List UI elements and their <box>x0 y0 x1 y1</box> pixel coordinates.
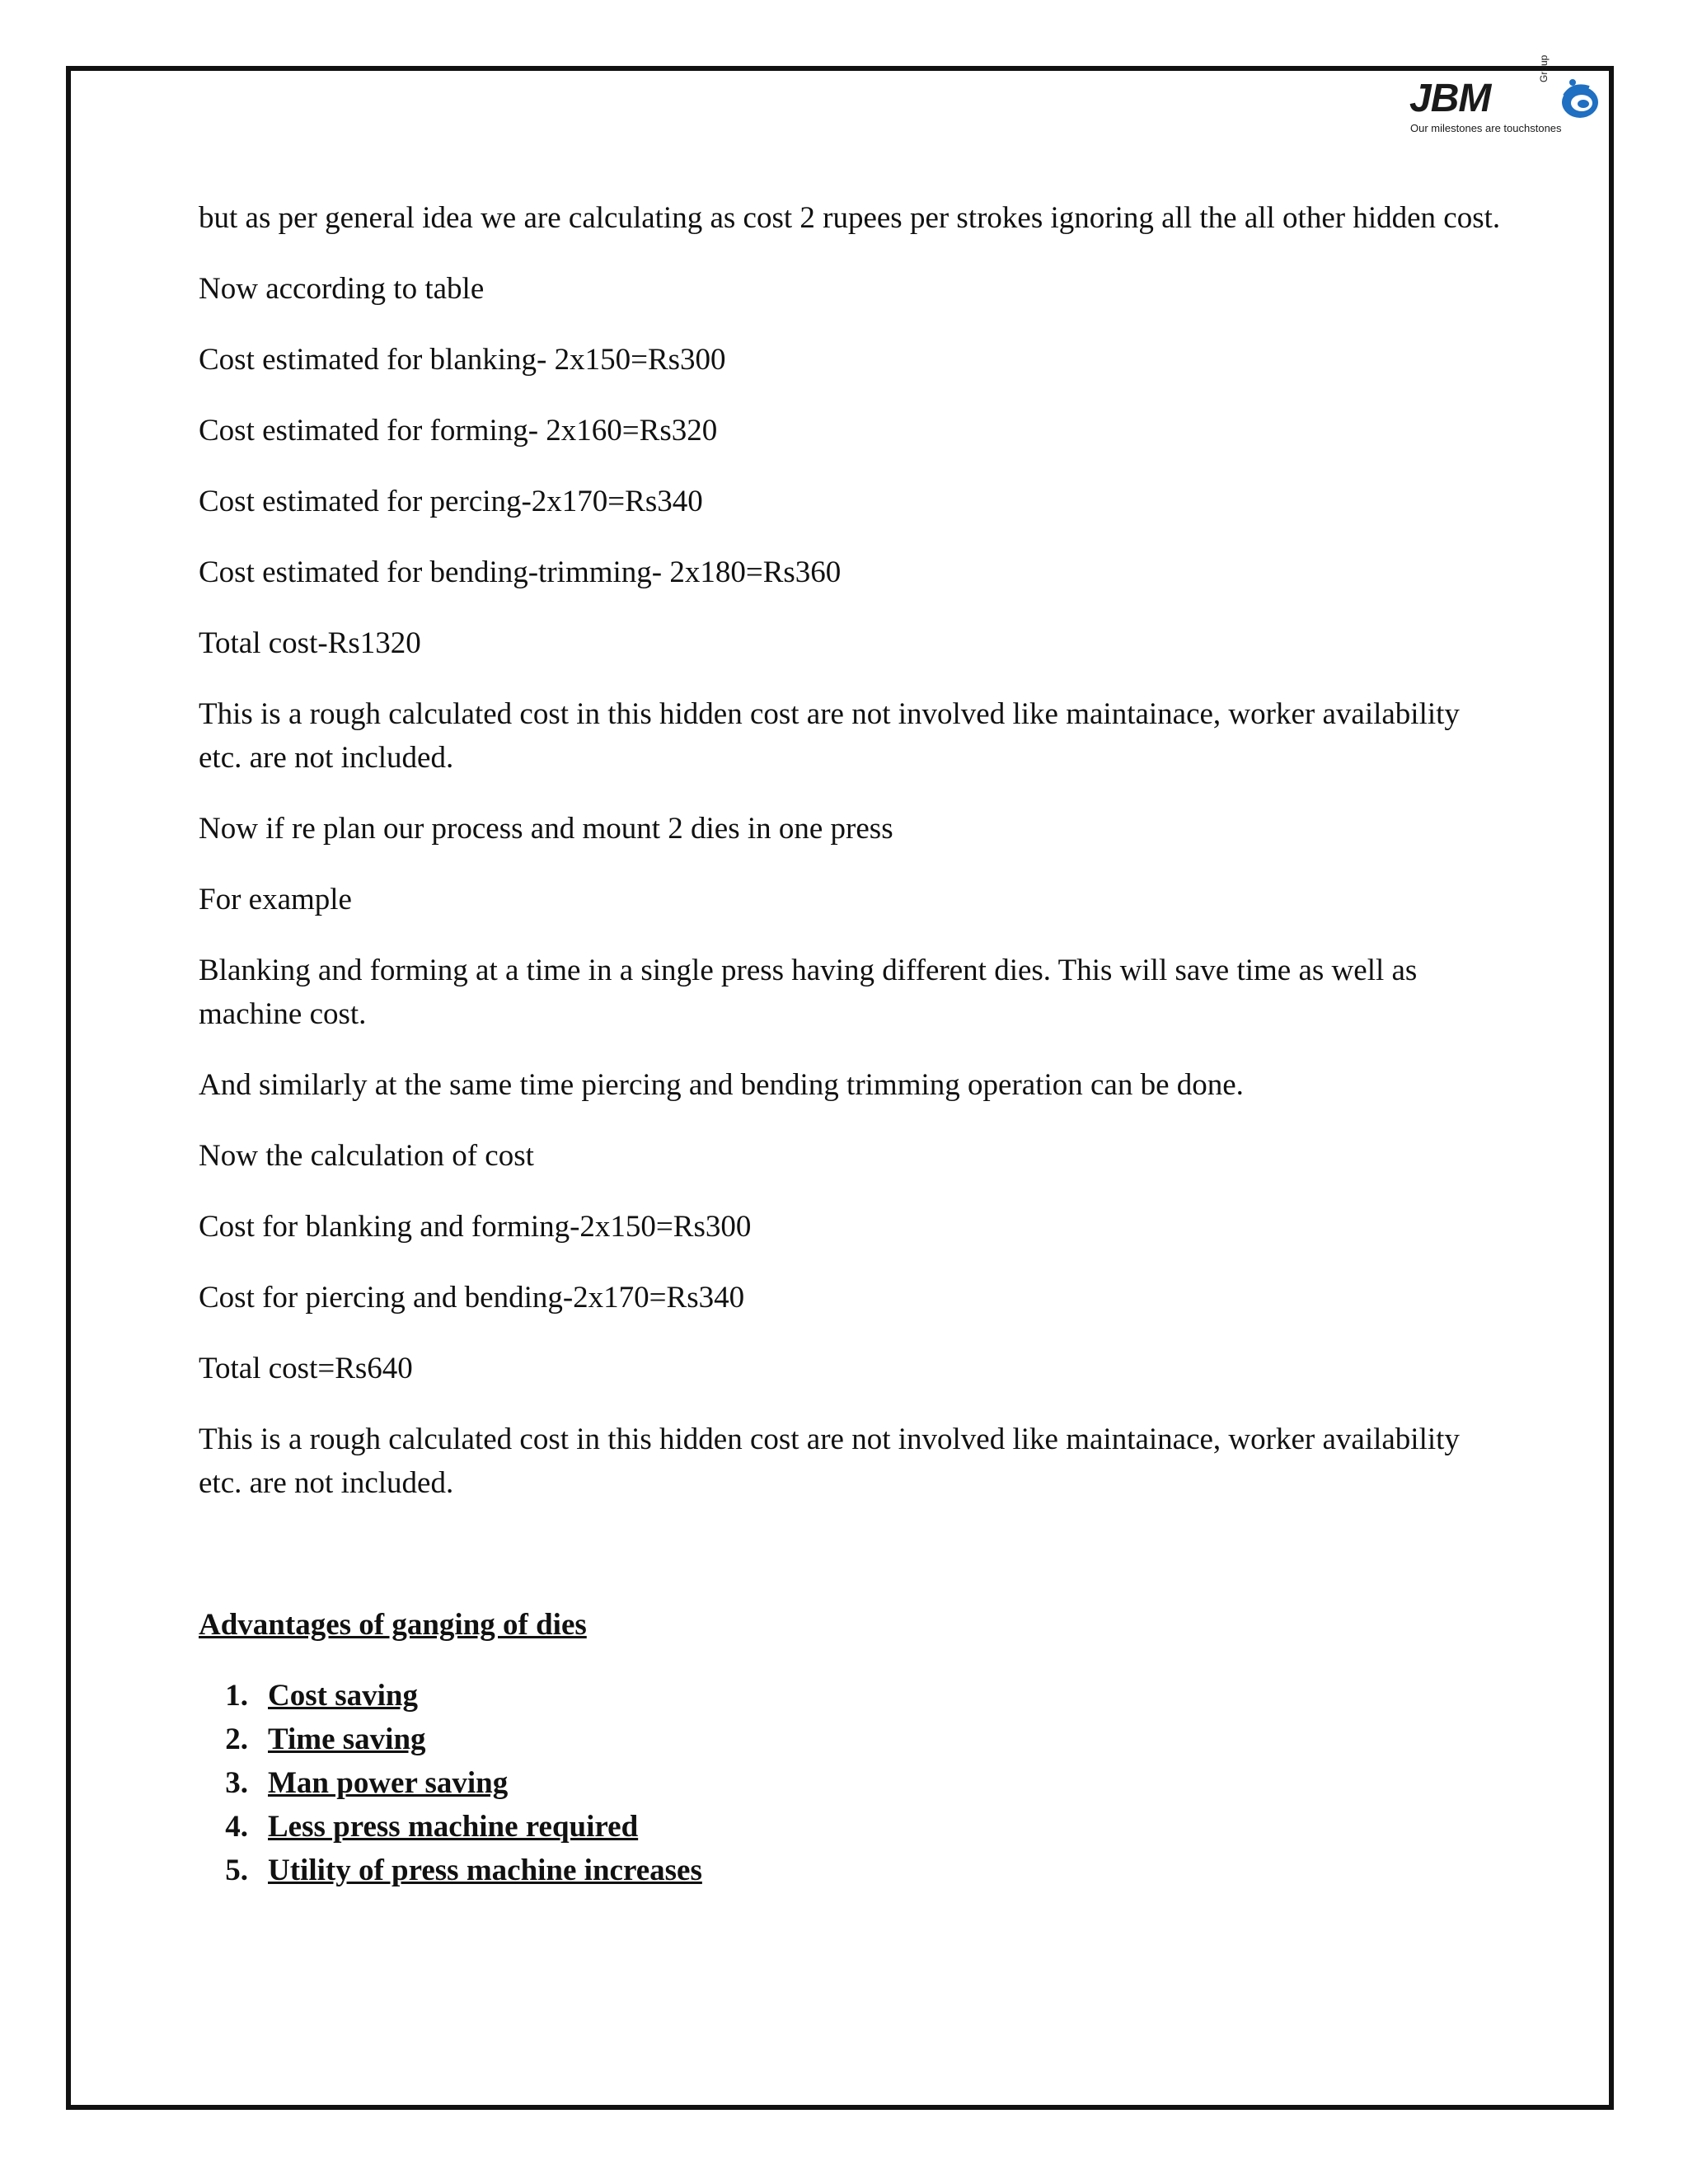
advantages-list <box>199 1674 1501 1892</box>
advantages-heading: Advantages of ganging of dies <box>199 1608 587 1642</box>
list-number: 2. <box>225 1722 248 1756</box>
list-item-text: Cost saving <box>268 1679 418 1713</box>
cost-line: Cost for piercing and bending-2x170=Rs340 <box>199 1281 745 1315</box>
cost-line: Cost estimated for bending-trimming- 2x180=Rs360 <box>199 555 842 589</box>
paragraph: but as per general idea we are calculating as cost 2 rupees per strokes ignoring all the all other hidden cost. <box>199 201 1501 235</box>
list-item <box>199 1849 1501 1892</box>
paragraph: This is a rough calculated cost in this hidden cost are not involved like maintainace, worker availability etc. are not included. <box>199 697 1460 775</box>
paragraph: This is a rough calculated cost in this hidden cost are not involved like maintainace, worker availability etc. are not included. <box>199 1422 1460 1500</box>
total-cost-line: Total cost=Rs640 <box>199 1352 413 1385</box>
logo-group-label: Group <box>1538 54 1550 82</box>
list-item-text: Man power saving <box>268 1766 509 1800</box>
list-item <box>199 1761 1501 1805</box>
paragraph: Now the calculation of cost <box>199 1139 534 1173</box>
logo-tagline: Our milestones are touchstones <box>1410 122 1562 134</box>
list-item <box>199 1718 1501 1761</box>
list-item-text: Less press machine required <box>268 1810 639 1844</box>
list-item-text: Time saving <box>268 1722 426 1756</box>
paragraph: For example <box>199 883 352 916</box>
paragraph: And similarly at the same time piercing and bending trimming operation can be done. <box>199 1068 1244 1102</box>
cost-line: Cost estimated for blanking- 2x150=Rs300 <box>199 343 726 377</box>
list-item <box>199 1674 1501 1718</box>
paragraph: Now according to table <box>199 272 485 306</box>
logo-brand: JBM <box>1409 77 1491 120</box>
list-item-text: Utility of press machine increases <box>268 1854 702 1887</box>
swirl-icon <box>1556 77 1601 120</box>
cost-line: Cost for blanking and forming-2x150=Rs300 <box>199 1210 752 1244</box>
cost-line: Cost estimated for forming- 2x160=Rs320 <box>199 414 718 448</box>
list-number: 1. <box>225 1679 248 1713</box>
paragraph: Blanking and forming at a time in a single press having different dies. This will save time as well as machine cost. <box>199 954 1418 1031</box>
paragraph: Now if re plan our process and mount 2 dies in one press <box>199 812 893 846</box>
list-number: 3. <box>225 1766 248 1800</box>
list-number: 5. <box>225 1854 248 1887</box>
document-body <box>199 196 1501 1892</box>
list-item <box>199 1805 1501 1849</box>
jbm-logo <box>1409 54 1607 142</box>
spacer <box>199 1532 1501 1603</box>
cost-line: Cost estimated for percing-2x170=Rs340 <box>199 485 703 518</box>
total-cost-line: Total cost-Rs1320 <box>199 626 421 660</box>
list-number: 4. <box>225 1810 248 1844</box>
